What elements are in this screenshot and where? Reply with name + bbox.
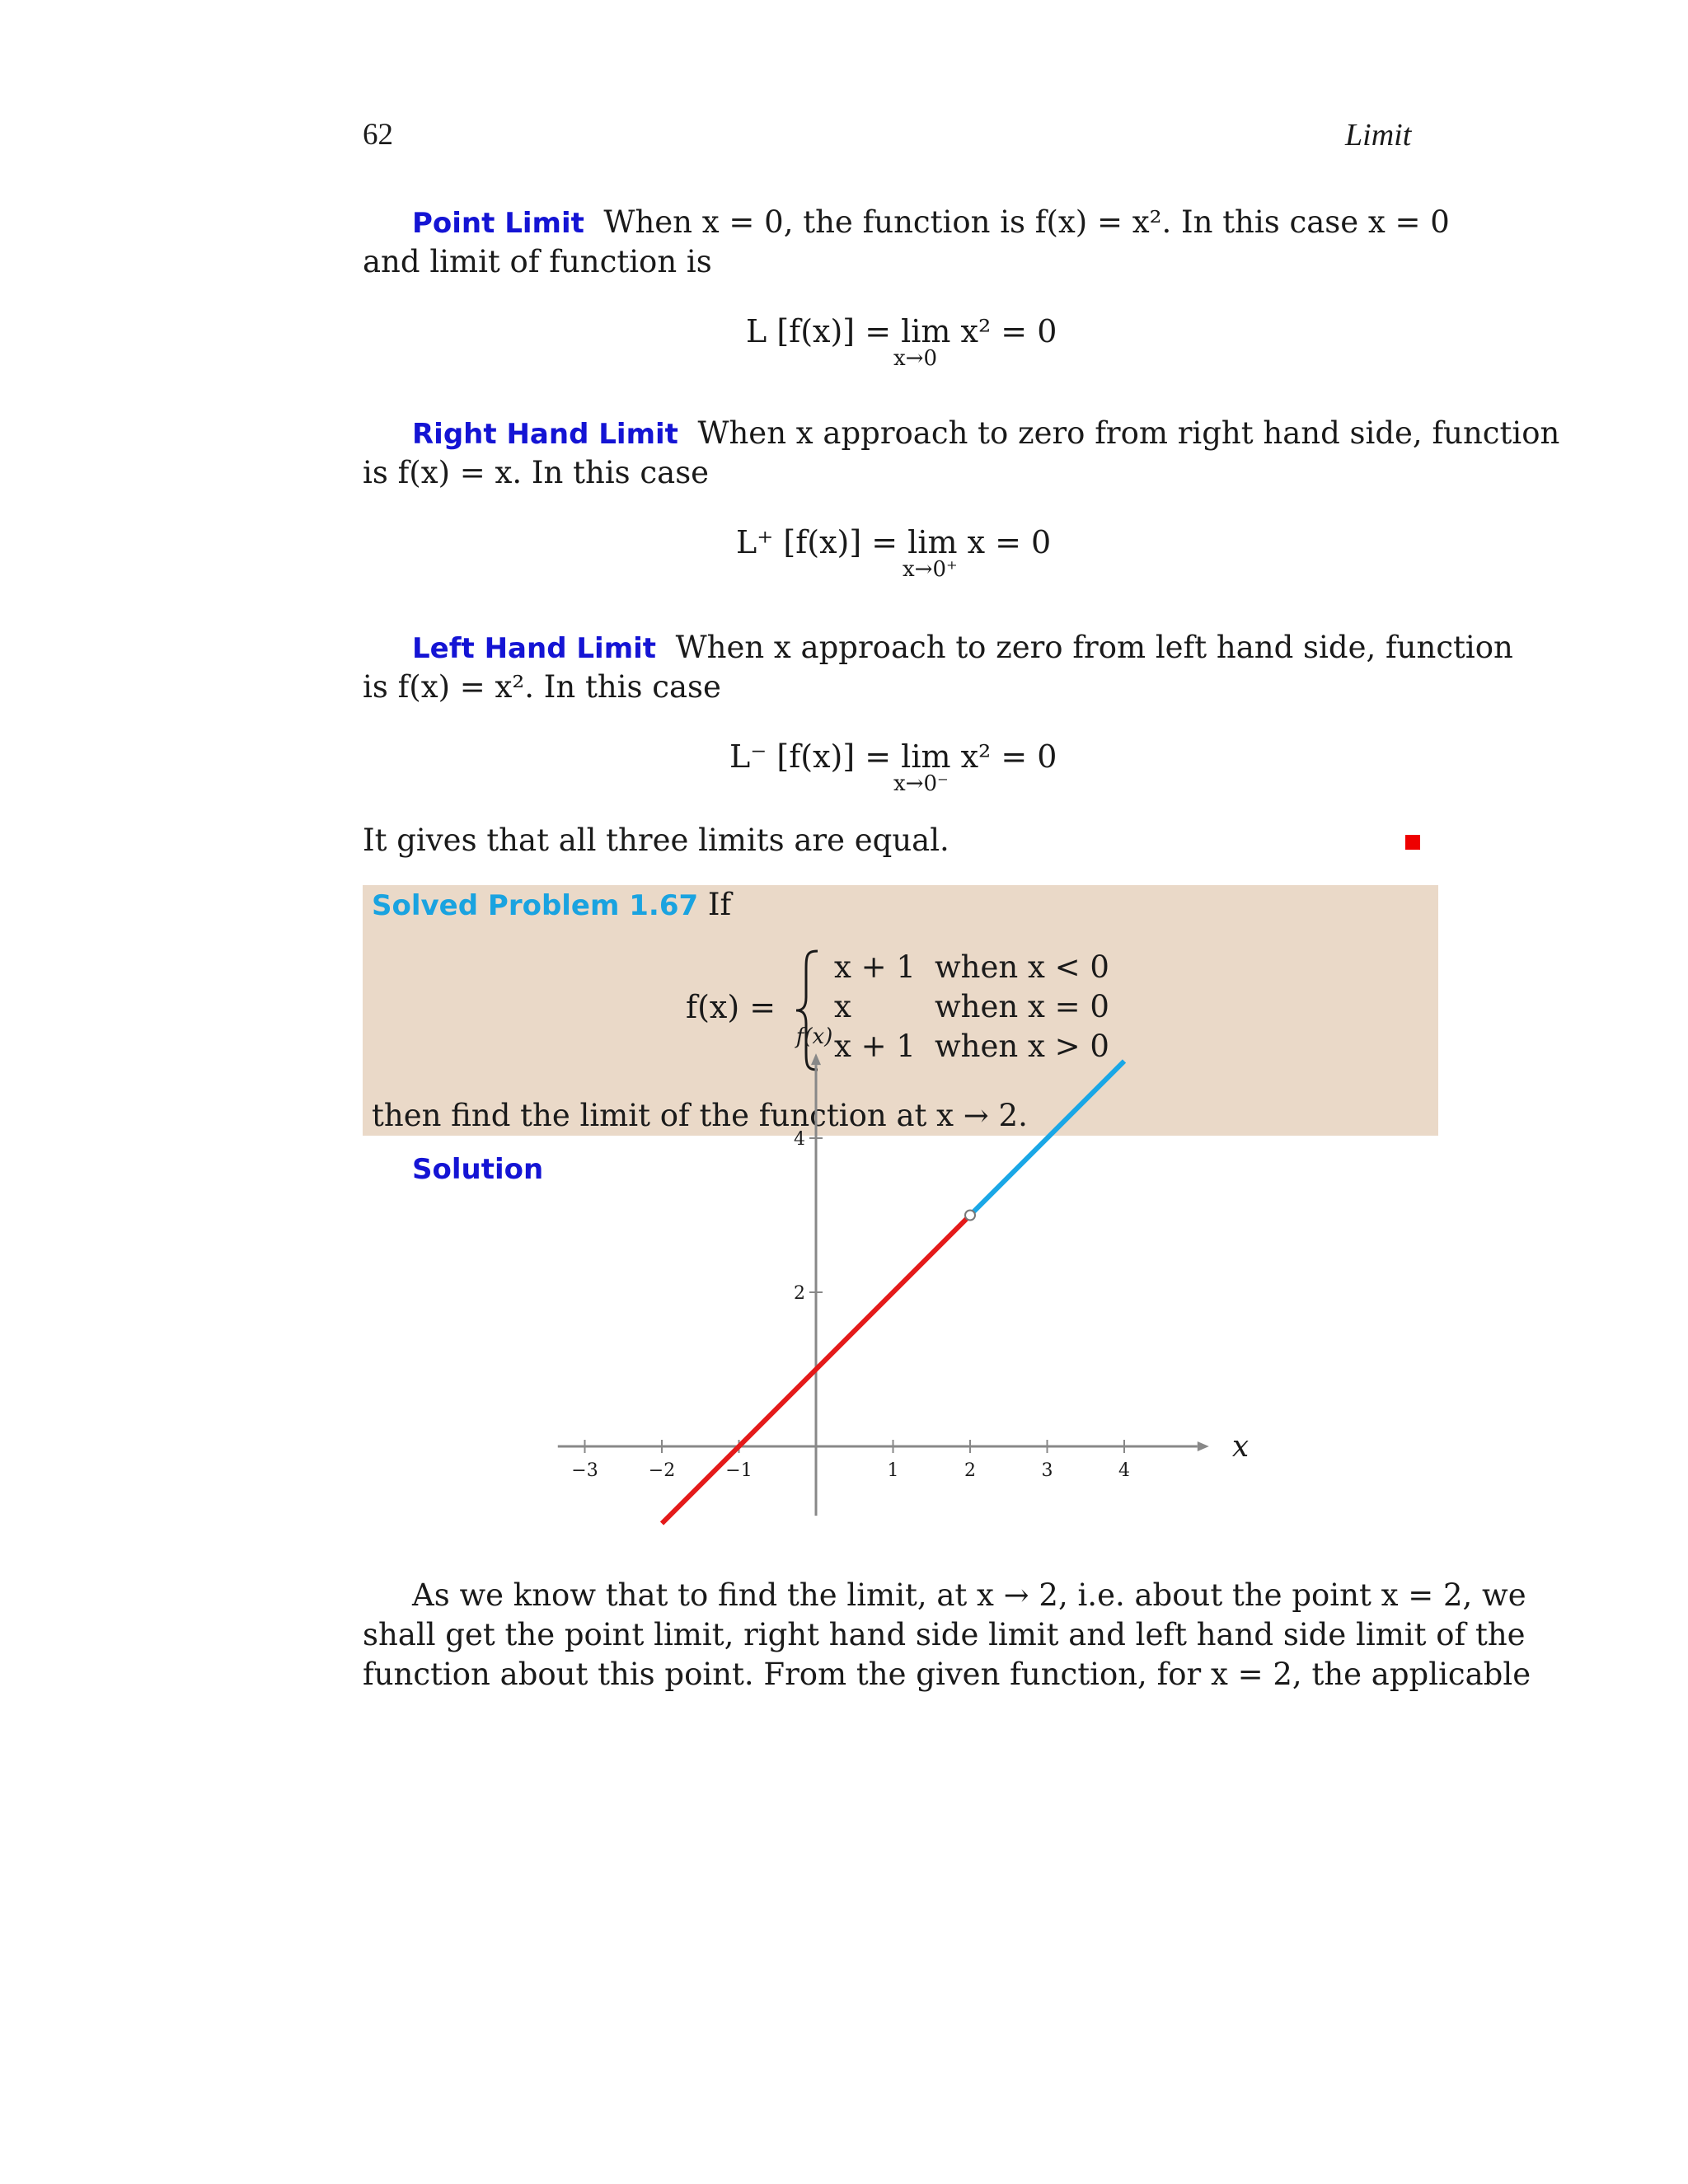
point-limit-line2: and limit of function is — [363, 244, 712, 279]
piecewise-fx: f(x) = — [686, 989, 776, 1025]
solved-problem-label: Solved Problem 1.67 — [372, 889, 699, 922]
point-limit-line1: When x = 0, the function is f(x) = x². In this case x = 0 — [603, 204, 1450, 240]
closing-line-2: shall get the point limit, right hand side limit and left hand side limit of the — [363, 1617, 1526, 1652]
x-tick-label: −3 — [571, 1460, 598, 1481]
case-cond: when x = 0 — [935, 989, 1109, 1024]
right-limit-eq-sub: x→0⁺ — [903, 557, 958, 582]
x-tick-label: −1 — [725, 1460, 753, 1481]
point-limit-equation — [746, 313, 1057, 349]
y-axis-label: f(x) — [795, 1024, 833, 1050]
solved-problem-heading — [372, 885, 731, 926]
left-limit-eq-text: L⁻ [f(x)] = lim x² = 0 — [729, 738, 1057, 775]
open-point-marker — [965, 1211, 975, 1221]
right-limit-equation — [736, 524, 1051, 560]
solution-label — [412, 1149, 543, 1189]
left-limit-paragraph — [412, 628, 1513, 668]
qed-square-icon — [1405, 835, 1420, 850]
left-limit-equation — [729, 738, 1057, 775]
page-number: 62 — [363, 118, 393, 152]
x-axis-label: x — [1231, 1430, 1250, 1464]
solution-keyword: Solution — [412, 1153, 544, 1186]
piecewise-cases — [834, 948, 1109, 1066]
case-expr: x + 1 — [834, 1029, 916, 1064]
chart-ticks — [571, 1129, 1130, 1481]
left-limit-keyword: Left Hand Limit — [412, 632, 657, 665]
solved-problem-intro: If — [707, 887, 732, 922]
left-limit-line1: When x approach to zero from left hand side, function — [675, 630, 1513, 665]
conclusion-text: It gives that all three limits are equal. — [363, 823, 950, 858]
x-tick-label: 3 — [1041, 1460, 1053, 1481]
point-limit-eq-sub: x→0 — [893, 346, 937, 371]
left-limit-line2: is f(x) = x². In this case — [363, 669, 721, 705]
x-tick-label: −2 — [648, 1460, 676, 1481]
point-limit-paragraph — [412, 203, 1450, 243]
closing-line-1: As we know that to find the limit, at x → 2, i.e. about the point x = 2, we — [412, 1577, 1526, 1613]
right-limit-paragraph — [412, 414, 1559, 454]
closing-line-3: function about this point. From the given function, for x = 2, the applicable — [363, 1657, 1531, 1692]
case-row — [834, 948, 1109, 987]
case-row — [834, 987, 1109, 1027]
case-row — [834, 1027, 1109, 1066]
case-cond: when x > 0 — [935, 1029, 1109, 1064]
right-limit-keyword: Right Hand Limit — [412, 418, 678, 451]
x-tick-label: 1 — [887, 1460, 899, 1481]
problem-question: then find the limit of the function at x → 2. — [372, 1098, 1028, 1133]
y-tick-label: 4 — [794, 1129, 805, 1150]
case-expr: x — [834, 989, 851, 1024]
left-limit-eq-sub: x→0⁻ — [893, 771, 949, 796]
x-axis-arrow-icon — [1198, 1441, 1209, 1451]
point-limit-keyword: Point Limit — [412, 207, 584, 240]
chapter-title: Limit — [1345, 118, 1412, 152]
case-cond: when x < 0 — [935, 949, 1109, 985]
right-limit-line2: is f(x) = x. In this case — [363, 455, 710, 490]
case-expr: x + 1 — [834, 949, 916, 985]
y-tick-label: 2 — [794, 1283, 805, 1304]
right-limit-eq-text: L⁺ [f(x)] = lim x = 0 — [736, 524, 1052, 560]
point-limit-eq-text: L [f(x)] = lim x² = 0 — [746, 313, 1057, 349]
right-limit-line1: When x approach to zero from right hand side, function — [697, 415, 1560, 451]
x-tick-label: 2 — [964, 1460, 976, 1481]
x-tick-label: 4 — [1118, 1460, 1130, 1481]
left-brace-icon — [791, 948, 824, 1073]
